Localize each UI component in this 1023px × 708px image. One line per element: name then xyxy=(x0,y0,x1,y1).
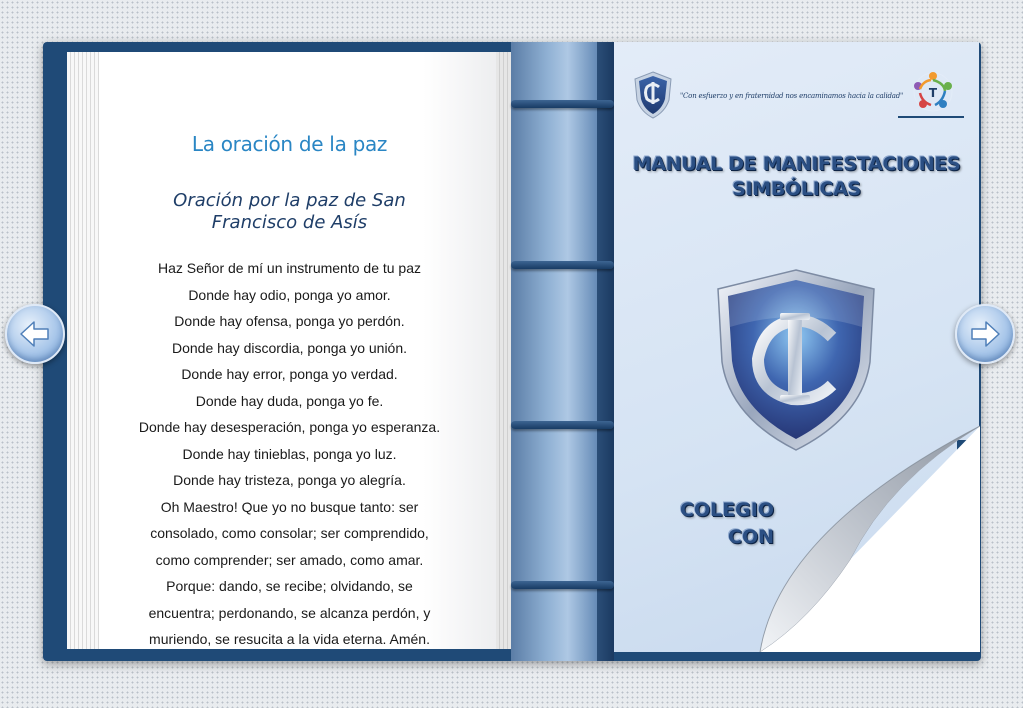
next-page-button[interactable] xyxy=(955,304,1015,364)
prayer-line: Donde hay tinieblas, ponga yo luz. xyxy=(182,445,397,462)
school-motto: "Con esfuerzo y en fraternidad nos encaminamos hacia la calidad" xyxy=(680,92,904,100)
page-title: La oración de la paz xyxy=(191,132,388,156)
manual-title xyxy=(614,152,979,202)
prayer-text xyxy=(67,255,512,649)
prayer-line: Donde hay tristeza, ponga yo alegría. xyxy=(173,472,406,488)
prayer-line: como comprender; ser amado, como amar. xyxy=(155,551,424,568)
prayer-line: Donde hay desesperación, ponga yo esperanza. xyxy=(138,419,441,435)
school-name-line: CON xyxy=(728,526,774,548)
school-crest-icon xyxy=(632,70,674,120)
logo-underline xyxy=(898,116,964,118)
binder-ring xyxy=(511,100,614,108)
left-page xyxy=(67,52,512,649)
prayer-heading-line: Oración por la paz de San xyxy=(173,190,406,211)
page-curl[interactable] xyxy=(740,420,980,652)
community-logo-icon xyxy=(910,69,956,115)
svg-text:T: T xyxy=(928,86,938,100)
previous-page-button[interactable] xyxy=(5,304,65,364)
binder-ring xyxy=(511,261,614,269)
binder-ring xyxy=(511,421,614,429)
prayer-line: Donde hay odio, ponga yo amor. xyxy=(188,286,391,303)
prayer-line: Donde hay ofensa, ponga yo perdón. xyxy=(174,313,405,329)
prayer-line: encuentra; perdonando, se alcanza perdón, y xyxy=(148,604,431,621)
prayer-line: Porque: dando, se recibe; olvidando, se xyxy=(166,578,413,594)
manual-title-line: SIMBÓLICAS xyxy=(732,178,861,200)
school-name-line: COLEGIO xyxy=(680,499,774,521)
prayer-line: Donde hay duda, ponga yo fe. xyxy=(195,392,384,409)
prayer-line: consolado, como consolar; ser comprendido, xyxy=(150,525,429,541)
prayer-line: muriendo, se resucita a la vida eterna. Amén. xyxy=(149,631,430,647)
arrow-left-icon xyxy=(15,314,55,354)
prayer-heading xyxy=(67,190,512,234)
prayer-line: Haz Señor de mí un instrumento de tu paz xyxy=(157,260,422,276)
book-spine-hinge xyxy=(597,42,614,661)
prayer-line: Oh Maestro! Que yo no busque tanto: ser xyxy=(160,498,419,515)
manual-title-line: MANUAL DE MANIFESTACIONES xyxy=(632,153,961,175)
binder-ring xyxy=(511,581,614,589)
arrow-right-icon xyxy=(965,314,1005,354)
prayer-heading-line: Francisco de Asís xyxy=(211,212,368,233)
prayer-line: Donde hay discordia, ponga yo unión. xyxy=(171,339,408,356)
prayer-line: Donde hay error, ponga yo verdad. xyxy=(181,366,398,382)
